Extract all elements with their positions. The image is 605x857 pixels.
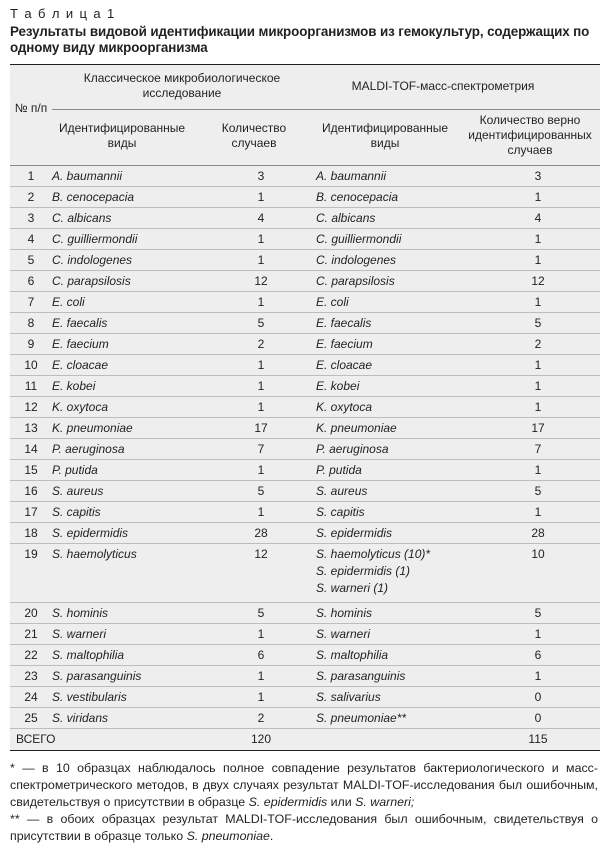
species-classic: E. cloacae bbox=[52, 358, 109, 372]
row-number: 25 bbox=[24, 711, 38, 725]
species-classic: P. aeruginosa bbox=[52, 442, 125, 456]
row-number: 7 bbox=[27, 295, 35, 309]
row-number: 2 bbox=[27, 190, 35, 204]
row-number: 13 bbox=[24, 421, 38, 435]
row-number: 21 bbox=[24, 627, 38, 641]
row-number: 17 bbox=[24, 505, 38, 519]
table-row bbox=[10, 687, 600, 708]
species-maldi bbox=[316, 708, 476, 728]
row-number: 18 bbox=[24, 526, 38, 540]
row-number: 10 bbox=[24, 358, 38, 372]
table-row bbox=[10, 645, 600, 666]
species-maldi-entry: S. haemolyticus (10)* bbox=[316, 547, 431, 561]
table-row bbox=[10, 271, 600, 292]
species-maldi-entry: A. baumannii bbox=[316, 169, 387, 183]
species-maldi bbox=[316, 271, 476, 291]
table-row bbox=[10, 292, 600, 313]
species-classic: C. parapsilosis bbox=[52, 274, 131, 288]
row-number: 12 bbox=[24, 400, 38, 414]
row-number: 20 bbox=[24, 606, 38, 620]
count-classic: 1 bbox=[257, 232, 265, 246]
species-maldi-entry: K. oxytoca bbox=[316, 400, 373, 414]
header-group-classic: Классическое микробиологическое исследование bbox=[83, 71, 281, 100]
species-maldi-entry: E. faecalis bbox=[316, 316, 372, 330]
table-row bbox=[10, 208, 600, 229]
count-classic: 5 bbox=[257, 606, 265, 620]
count-classic: 5 bbox=[257, 316, 265, 330]
total-row bbox=[10, 729, 600, 750]
table-row bbox=[10, 397, 600, 418]
count-maldi: 1 bbox=[534, 627, 542, 641]
species-maldi bbox=[316, 624, 476, 644]
species-classic: C. guilliermondii bbox=[52, 232, 138, 246]
species-maldi-entry: B. cenocepacia bbox=[316, 190, 399, 204]
footnote-1: * — в 10 образцах наблюдалось полное совпадение результатов бактериологического и масс-спектрометрического методов, в двух случаях результат MALDI-TOF-исследования был ошибочным, свидетельствуя о присутствии в образце S. epidermidis или S. warneri; bbox=[10, 761, 598, 809]
row-number: 5 bbox=[27, 253, 35, 267]
species-classic: P. putida bbox=[52, 463, 98, 477]
count-classic: 2 bbox=[257, 337, 265, 351]
species-classic: E. faecalis bbox=[52, 316, 108, 330]
species-maldi-entry: S. pneumoniae** bbox=[316, 711, 407, 725]
count-classic: 1 bbox=[257, 505, 265, 519]
species-maldi-entry: S. aureus bbox=[316, 484, 368, 498]
row-number: 15 bbox=[24, 463, 38, 477]
table-row bbox=[10, 418, 600, 439]
species-maldi bbox=[316, 334, 476, 354]
count-classic: 28 bbox=[254, 526, 268, 540]
species-classic: K. pneumoniae bbox=[52, 421, 133, 435]
count-classic: 1 bbox=[257, 627, 265, 641]
total-label: ВСЕГО bbox=[16, 732, 56, 746]
species-maldi-entry: C. guilliermondii bbox=[316, 232, 402, 246]
table-row bbox=[10, 187, 600, 208]
species-maldi bbox=[316, 229, 476, 249]
table-body bbox=[10, 166, 600, 729]
table-row bbox=[10, 666, 600, 687]
species-classic: S. capitis bbox=[52, 505, 101, 519]
count-classic: 1 bbox=[257, 463, 265, 477]
table-title: Результаты видовой идентификации микроорганизмов из гемокультур, содержащих по одному виду микроорганизма bbox=[10, 24, 590, 55]
count-classic: 1 bbox=[257, 253, 265, 267]
species-maldi bbox=[316, 645, 476, 665]
count-maldi: 1 bbox=[534, 358, 542, 372]
species-classic: E. coli bbox=[52, 295, 85, 309]
header-species-maldi: Идентифицированные виды bbox=[321, 121, 449, 150]
species-maldi-entry: E. kobei bbox=[316, 379, 360, 393]
results-table bbox=[10, 64, 600, 751]
count-classic: 1 bbox=[257, 669, 265, 683]
count-classic: 5 bbox=[257, 484, 265, 498]
row-number: 3 bbox=[27, 211, 35, 225]
species-classic: S. maltophilia bbox=[52, 648, 125, 662]
species-maldi bbox=[316, 666, 476, 686]
count-classic: 1 bbox=[257, 379, 265, 393]
species-classic: E. kobei bbox=[52, 379, 96, 393]
species-maldi-entry: S. epidermidis (1) bbox=[316, 564, 411, 578]
row-number: 8 bbox=[27, 316, 35, 330]
species-maldi-entry: P. putida bbox=[316, 463, 362, 477]
header-count-maldi: Количество верно идентифицированных случаев bbox=[468, 113, 592, 157]
species-classic: S. epidermidis bbox=[52, 526, 129, 540]
count-maldi: 3 bbox=[534, 169, 542, 183]
species-classic: S. haemolyticus bbox=[52, 547, 137, 561]
header-count-classic: Количество случаев bbox=[221, 121, 287, 150]
species-maldi-entry: E. cloacae bbox=[316, 358, 373, 372]
species-maldi bbox=[316, 481, 476, 501]
count-classic: 7 bbox=[257, 442, 265, 456]
header-number: № п/п bbox=[14, 101, 48, 115]
total-count-classic: 120 bbox=[250, 732, 272, 746]
species-maldi bbox=[316, 544, 476, 602]
species-maldi bbox=[316, 355, 476, 375]
species-maldi bbox=[316, 603, 476, 623]
count-maldi: 1 bbox=[534, 463, 542, 477]
table-row bbox=[10, 481, 600, 502]
table-row bbox=[10, 603, 600, 624]
count-classic: 1 bbox=[257, 690, 265, 704]
species-maldi bbox=[316, 502, 476, 522]
species-maldi-entry: S. salivarius bbox=[316, 690, 381, 704]
count-classic: 6 bbox=[257, 648, 265, 662]
table-row bbox=[10, 376, 600, 397]
count-classic: 1 bbox=[257, 358, 265, 372]
footnote-2: ** — в обоих образцах результат MALDI-TOF-исследования был ошибочным, свидетельствуя о присутствии в образце только S. pneumoniae. bbox=[10, 812, 598, 843]
species-maldi-entry: C. parapsilosis bbox=[316, 274, 395, 288]
header-species-classic: Идентифицированные виды bbox=[58, 121, 186, 150]
species-maldi-entry: S. parasanguinis bbox=[316, 669, 406, 683]
species-maldi-entry: S. warneri (1) bbox=[316, 581, 389, 595]
species-classic: S. parasanguinis bbox=[52, 669, 142, 683]
species-classic: C. indologenes bbox=[52, 253, 133, 267]
species-maldi-entry: P. aeruginosa bbox=[316, 442, 389, 456]
count-maldi: 12 bbox=[531, 274, 545, 288]
header-divider-maldi bbox=[316, 109, 600, 110]
row-number: 6 bbox=[27, 274, 35, 288]
species-classic: S. vestibularis bbox=[52, 690, 127, 704]
count-maldi: 1 bbox=[534, 232, 542, 246]
species-maldi-entry: E. coli bbox=[316, 295, 349, 309]
species-maldi-entry: E. faecium bbox=[316, 337, 373, 351]
species-maldi-entry: S. hominis bbox=[316, 606, 373, 620]
species-maldi bbox=[316, 418, 476, 438]
count-classic: 12 bbox=[254, 547, 268, 561]
species-maldi-entry: S. capitis bbox=[316, 505, 365, 519]
species-maldi bbox=[316, 687, 476, 707]
table-row bbox=[10, 313, 600, 334]
row-number: 16 bbox=[24, 484, 38, 498]
row-number: 9 bbox=[27, 337, 35, 351]
count-maldi: 1 bbox=[534, 505, 542, 519]
count-maldi: 1 bbox=[534, 379, 542, 393]
table-row bbox=[10, 355, 600, 376]
count-maldi: 6 bbox=[534, 648, 542, 662]
count-maldi: 0 bbox=[534, 690, 542, 704]
count-classic: 2 bbox=[257, 711, 265, 725]
count-classic: 12 bbox=[254, 274, 268, 288]
count-maldi: 1 bbox=[534, 253, 542, 267]
species-maldi bbox=[316, 460, 476, 480]
species-classic: S. viridans bbox=[52, 711, 109, 725]
species-maldi bbox=[316, 439, 476, 459]
count-classic: 3 bbox=[257, 169, 265, 183]
species-maldi-entry: C. indologenes bbox=[316, 253, 397, 267]
count-classic: 1 bbox=[257, 190, 265, 204]
table-row bbox=[10, 439, 600, 460]
species-maldi bbox=[316, 292, 476, 312]
count-maldi: 7 bbox=[534, 442, 542, 456]
row-number: 23 bbox=[24, 669, 38, 683]
count-maldi: 1 bbox=[534, 190, 542, 204]
table-header bbox=[10, 65, 600, 166]
species-classic: C. albicans bbox=[52, 211, 112, 225]
count-maldi: 5 bbox=[534, 316, 542, 330]
species-maldi bbox=[316, 376, 476, 396]
species-maldi bbox=[316, 208, 476, 228]
species-maldi-entry: S. warneri bbox=[316, 627, 371, 641]
count-maldi: 4 bbox=[534, 211, 542, 225]
row-number: 19 bbox=[24, 547, 38, 561]
header-divider-classic bbox=[52, 109, 316, 110]
count-maldi: 1 bbox=[534, 669, 542, 683]
species-maldi bbox=[316, 397, 476, 417]
count-maldi: 1 bbox=[534, 400, 542, 414]
species-classic: S. aureus bbox=[52, 484, 104, 498]
document bbox=[10, 0, 600, 845]
count-maldi: 5 bbox=[534, 606, 542, 620]
count-classic: 17 bbox=[254, 421, 268, 435]
species-classic: S. warneri bbox=[52, 627, 107, 641]
count-maldi: 17 bbox=[531, 421, 545, 435]
footnotes bbox=[10, 760, 598, 845]
row-number: 22 bbox=[24, 648, 38, 662]
species-maldi bbox=[316, 166, 476, 186]
row-number: 4 bbox=[27, 232, 35, 246]
row-number: 11 bbox=[24, 379, 38, 393]
total-count-maldi: 115 bbox=[528, 732, 548, 746]
species-maldi-entry: C. albicans bbox=[316, 211, 376, 225]
count-maldi: 28 bbox=[531, 526, 545, 540]
table-row bbox=[10, 250, 600, 271]
species-maldi bbox=[316, 250, 476, 270]
species-maldi-entry: K. pneumoniae bbox=[316, 421, 397, 435]
table-label: Т а б л и ц а 1 bbox=[10, 6, 116, 21]
row-number: 24 bbox=[24, 690, 38, 704]
species-maldi-entry: S. epidermidis bbox=[316, 526, 393, 540]
species-maldi bbox=[316, 187, 476, 207]
count-maldi: 1 bbox=[534, 295, 542, 309]
table-row bbox=[10, 624, 600, 645]
species-classic: A. baumannii bbox=[52, 169, 123, 183]
table-row bbox=[10, 708, 600, 729]
count-classic: 1 bbox=[257, 295, 265, 309]
count-maldi: 10 bbox=[531, 547, 545, 561]
header-group-maldi: MALDI-TOF-масс-спектрометрия bbox=[351, 79, 535, 93]
count-classic: 4 bbox=[257, 211, 265, 225]
count-maldi: 2 bbox=[534, 337, 542, 351]
row-number: 1 bbox=[27, 169, 35, 183]
table-row bbox=[10, 460, 600, 481]
count-classic: 1 bbox=[257, 400, 265, 414]
table-row bbox=[10, 544, 600, 603]
table-row bbox=[10, 502, 600, 523]
table-row bbox=[10, 334, 600, 355]
table-row bbox=[10, 229, 600, 250]
row-number: 14 bbox=[24, 442, 38, 456]
table-row bbox=[10, 523, 600, 544]
species-classic: B. cenocepacia bbox=[52, 190, 135, 204]
species-classic: E. faecium bbox=[52, 337, 109, 351]
species-maldi bbox=[316, 523, 476, 543]
species-classic: S. hominis bbox=[52, 606, 109, 620]
table-row bbox=[10, 166, 600, 187]
count-maldi: 0 bbox=[534, 711, 542, 725]
species-maldi-entry: S. maltophilia bbox=[316, 648, 389, 662]
species-maldi bbox=[316, 313, 476, 333]
count-maldi: 5 bbox=[534, 484, 542, 498]
species-classic: K. oxytoca bbox=[52, 400, 109, 414]
